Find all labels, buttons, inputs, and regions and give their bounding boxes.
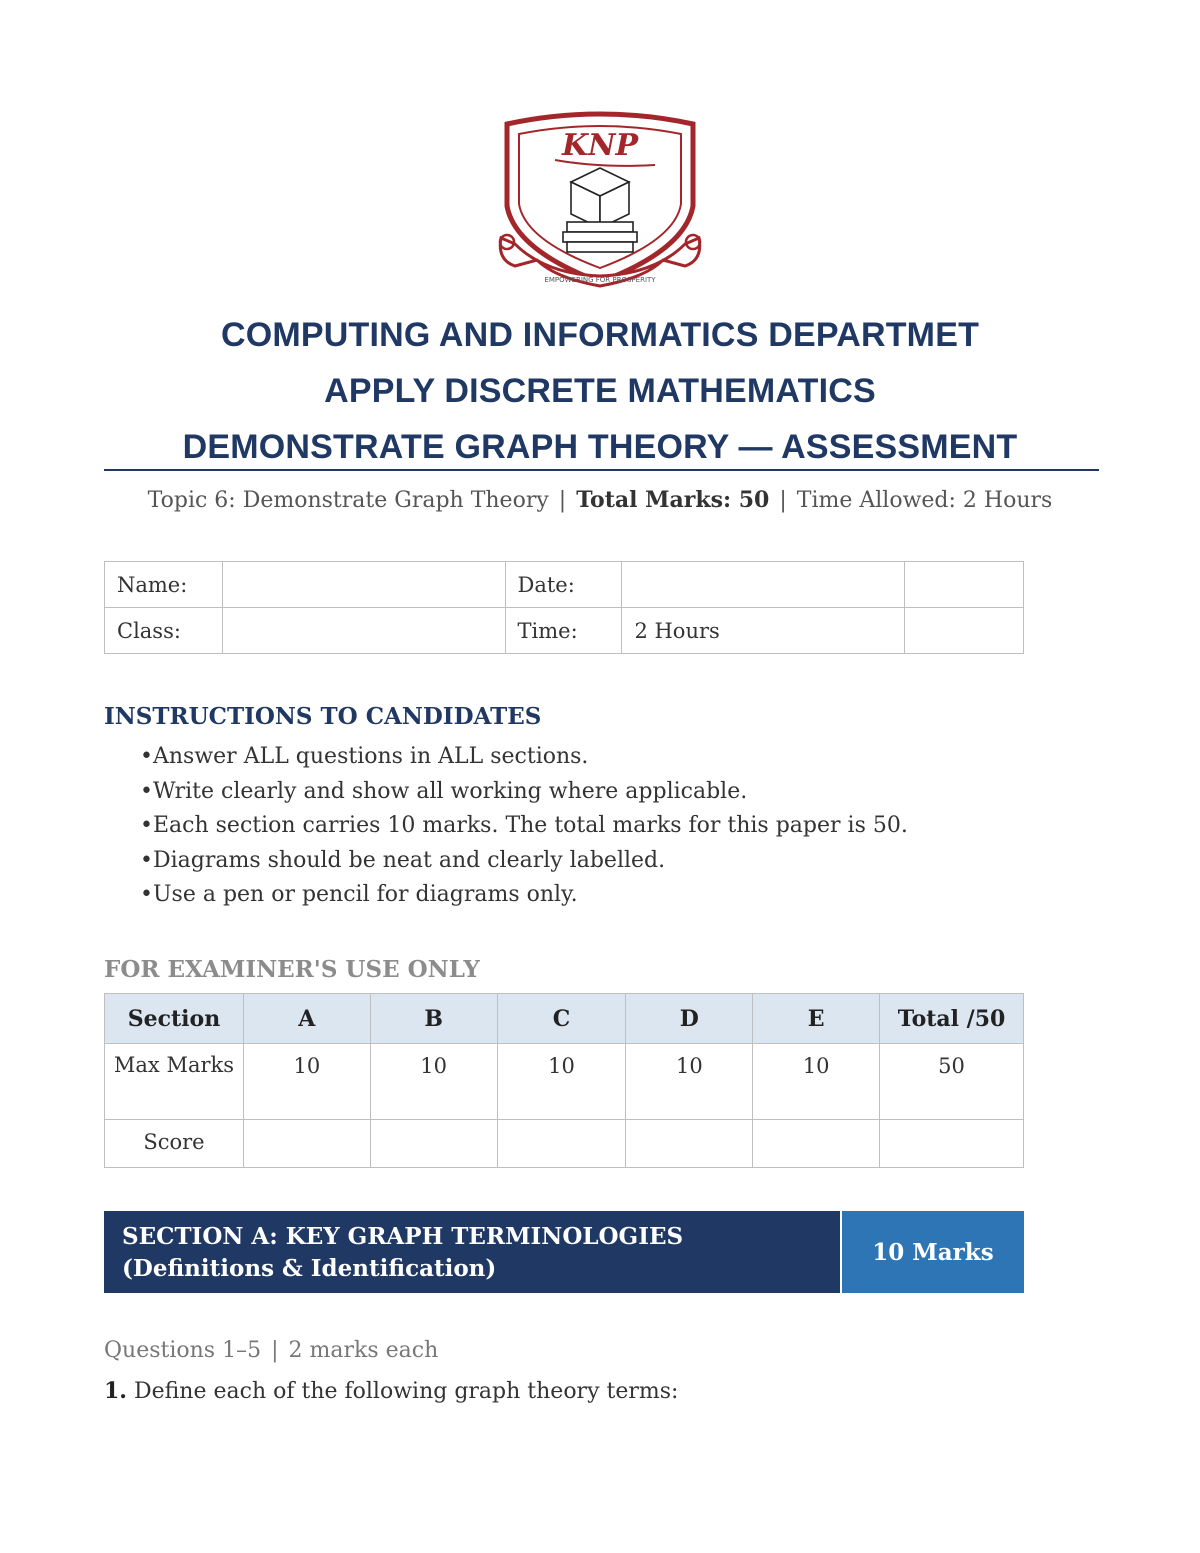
instruction-item: • Each section carries 10 marks. The total marks for this paper is 50. bbox=[140, 809, 908, 844]
instruction-item: • Diagrams should be neat and clearly labelled. bbox=[140, 844, 908, 879]
section-a-marks: 10 Marks bbox=[840, 1211, 1024, 1293]
date-label: Date: bbox=[505, 562, 622, 608]
meta-separator: | bbox=[779, 488, 787, 513]
candidate-info-table bbox=[104, 561, 1024, 654]
instructions-list bbox=[140, 740, 908, 913]
score-label: Score bbox=[105, 1120, 244, 1168]
col-header-c: C bbox=[497, 994, 626, 1044]
info-extra-cell bbox=[905, 608, 1024, 654]
instructions-heading: INSTRUCTIONS TO CANDIDATES bbox=[104, 703, 542, 730]
max-marks-total: 50 bbox=[880, 1044, 1024, 1120]
score-cell-d[interactable] bbox=[626, 1120, 753, 1168]
marks-each: 2 marks each bbox=[288, 1338, 439, 1363]
question-1-text: Define each of the following graph theory terms: bbox=[133, 1379, 679, 1404]
question-1-number: 1. bbox=[104, 1378, 127, 1404]
date-field[interactable] bbox=[622, 562, 905, 608]
logo-lettering: KNP bbox=[561, 128, 639, 163]
score-cell-a[interactable] bbox=[243, 1120, 370, 1168]
max-marks-a: 10 bbox=[243, 1044, 370, 1120]
score-cell-total[interactable] bbox=[880, 1120, 1024, 1168]
score-cell-c[interactable] bbox=[497, 1120, 626, 1168]
logo-motto: EMPOWERING FOR PROSPERITY bbox=[544, 276, 656, 284]
col-header-b: B bbox=[370, 994, 497, 1044]
name-label: Name: bbox=[105, 562, 223, 608]
col-header-section: Section bbox=[105, 994, 244, 1044]
topic-label: Topic 6: Demonstrate Graph Theory bbox=[147, 488, 549, 513]
time-allowed-label: Time Allowed: 2 Hours bbox=[796, 488, 1053, 513]
questions-range: Questions 1–5 bbox=[104, 1338, 262, 1363]
examiner-marks-table bbox=[104, 993, 1024, 1168]
max-marks-c: 10 bbox=[497, 1044, 626, 1120]
section-a-banner bbox=[104, 1211, 1024, 1293]
time-label: Time: bbox=[505, 608, 622, 654]
instruction-item: • Write clearly and show all working where applicable. bbox=[140, 775, 908, 810]
department-title: COMPUTING AND INFORMATICS DEPARTMET bbox=[220, 316, 980, 354]
meta-separator: | bbox=[558, 488, 567, 513]
examiner-heading: FOR EXAMINER'S USE ONLY bbox=[104, 956, 480, 983]
class-field[interactable] bbox=[222, 608, 505, 654]
questions-separator: | bbox=[271, 1338, 279, 1363]
header-divider bbox=[104, 469, 1099, 471]
score-cell-e[interactable] bbox=[753, 1120, 880, 1168]
assessment-meta bbox=[100, 487, 1100, 513]
assessment-title: DEMONSTRATE GRAPH THEORY — ASSESSMENT bbox=[182, 428, 1018, 466]
section-a-title-block bbox=[104, 1211, 840, 1293]
col-header-total: Total /50 bbox=[880, 994, 1024, 1044]
instruction-item: • Answer ALL questions in ALL sections. bbox=[140, 740, 908, 775]
total-marks-label: Total Marks: 50 bbox=[576, 487, 770, 513]
name-field[interactable] bbox=[222, 562, 505, 608]
info-extra-cell bbox=[905, 562, 1024, 608]
instruction-item: • Use a pen or pencil for diagrams only. bbox=[140, 878, 908, 913]
section-a-title: SECTION A: KEY GRAPH TERMINOLOGIES bbox=[122, 1223, 684, 1250]
max-marks-label: Max Marks bbox=[105, 1044, 244, 1120]
score-cell-b[interactable] bbox=[370, 1120, 497, 1168]
col-header-a: A bbox=[243, 994, 370, 1044]
course-title: APPLY DISCRETE MATHEMATICS bbox=[324, 372, 876, 410]
col-header-e: E bbox=[753, 994, 880, 1044]
max-marks-b: 10 bbox=[370, 1044, 497, 1120]
question-1 bbox=[104, 1378, 678, 1404]
max-marks-e: 10 bbox=[753, 1044, 880, 1120]
section-a-subtitle: (Definitions & Identification) bbox=[122, 1255, 497, 1282]
class-label: Class: bbox=[105, 608, 223, 654]
institution-logo bbox=[495, 110, 705, 300]
col-header-d: D bbox=[626, 994, 753, 1044]
max-marks-d: 10 bbox=[626, 1044, 753, 1120]
time-value: 2 Hours bbox=[622, 608, 905, 654]
questions-meta bbox=[104, 1338, 438, 1363]
